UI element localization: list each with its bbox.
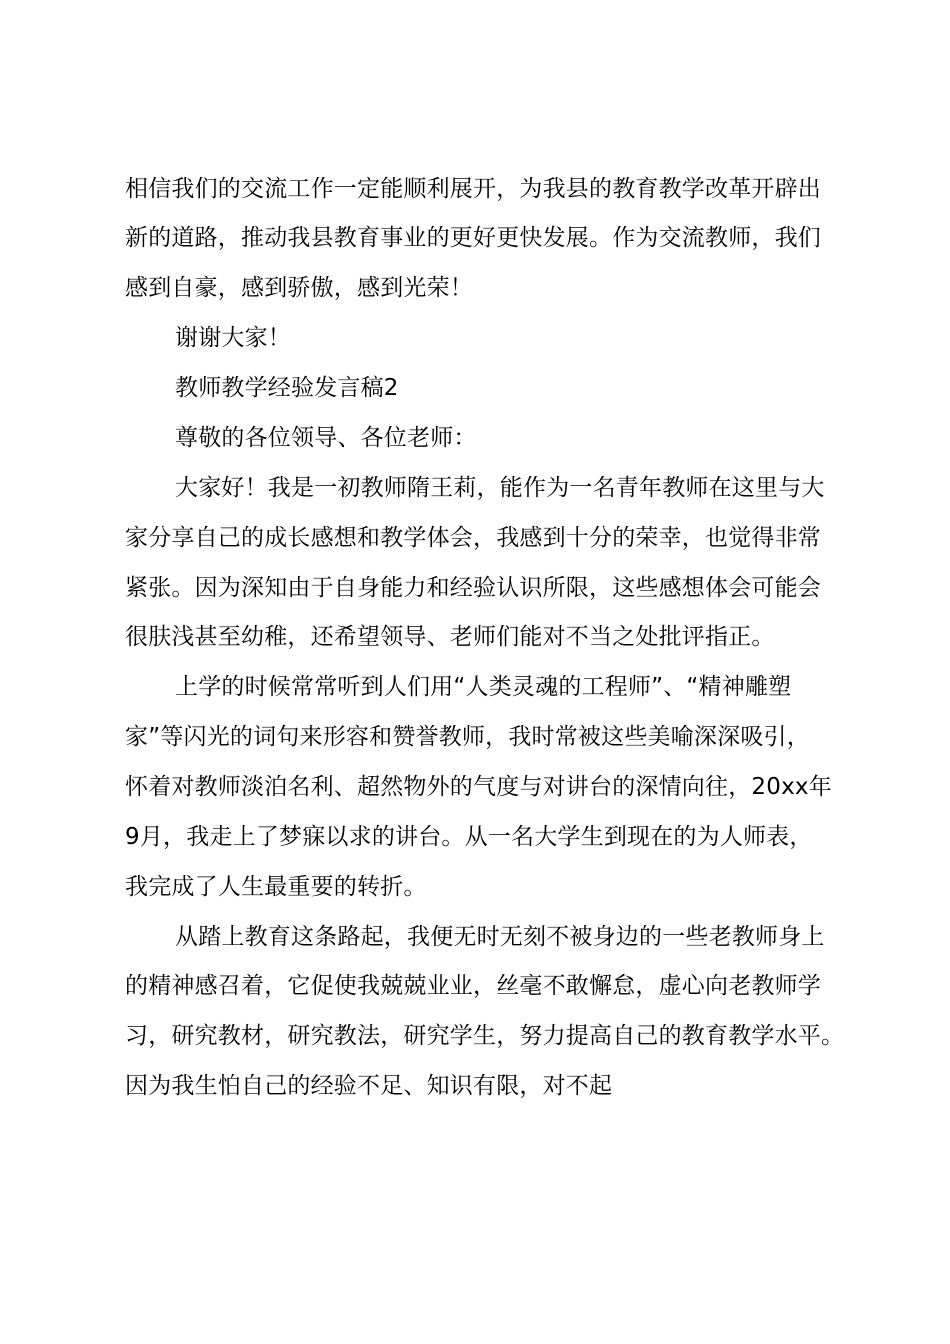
text-line: 家分享自己的成长感想和教学体会，我感到十分的荣幸，也觉得非常 bbox=[125, 525, 821, 551]
text-line: 很肤浅甚至幼稚，还希望领导、老师们能对不当之处批评指正。 bbox=[125, 624, 775, 650]
text-line: 上学的时候常常听到人们用“人类灵魂的工程师”、“精神雕塑 bbox=[175, 674, 792, 700]
text-line: 家”等闪光的词句来形容和赞誉教师，我时常被这些美喻深深吸引， bbox=[125, 724, 810, 750]
text-line: 新的道路，推动我县教育事业的更好更快发展。作为交流教师，我们 bbox=[125, 225, 821, 251]
text-line: 的精神感召着，它促使我兢兢业业，丝毫不敢懈怠，虚心向老教师学 bbox=[125, 973, 821, 999]
text-line: 怀着对教师淡泊名利、超然物外的气度与对讲台的深情向往，20xx年 bbox=[125, 774, 832, 800]
text-line: 谢谢大家！ bbox=[175, 325, 291, 351]
salutation: 尊敬的各位领导、各位老师： bbox=[175, 425, 477, 451]
text-line: 相信我们的交流工作一定能顺利展开，为我县的教育教学改革开辟出 bbox=[125, 176, 821, 202]
text-line: 大家好！我是一初教师隋王莉，能作为一名青年教师在这里与大 bbox=[175, 475, 825, 501]
text-line: 感到自豪，感到骄傲，感到光荣！ bbox=[125, 275, 473, 301]
section-title: 教师教学经验发言稿2 bbox=[175, 375, 399, 401]
text-line: 从踏上教育这条路起，我便无时无刻不被身边的一些老教师身上 bbox=[175, 924, 825, 950]
text-line: 我完成了人生最重要的转折。 bbox=[125, 874, 427, 900]
text-line: 紧张。因为深知由于自身能力和经验认识所限，这些感想体会可能会 bbox=[125, 575, 821, 601]
text-line: 习，研究教材，研究教法，研究学生，努力提高自己的教育教学水平。 bbox=[125, 1023, 845, 1049]
text-line: 因为我生怕自己的经验不足、知识有限，对不起 bbox=[125, 1073, 613, 1099]
text-line: 9月，我走上了梦寐以求的讲台。从一名大学生到现在的为人师表， bbox=[125, 824, 813, 850]
